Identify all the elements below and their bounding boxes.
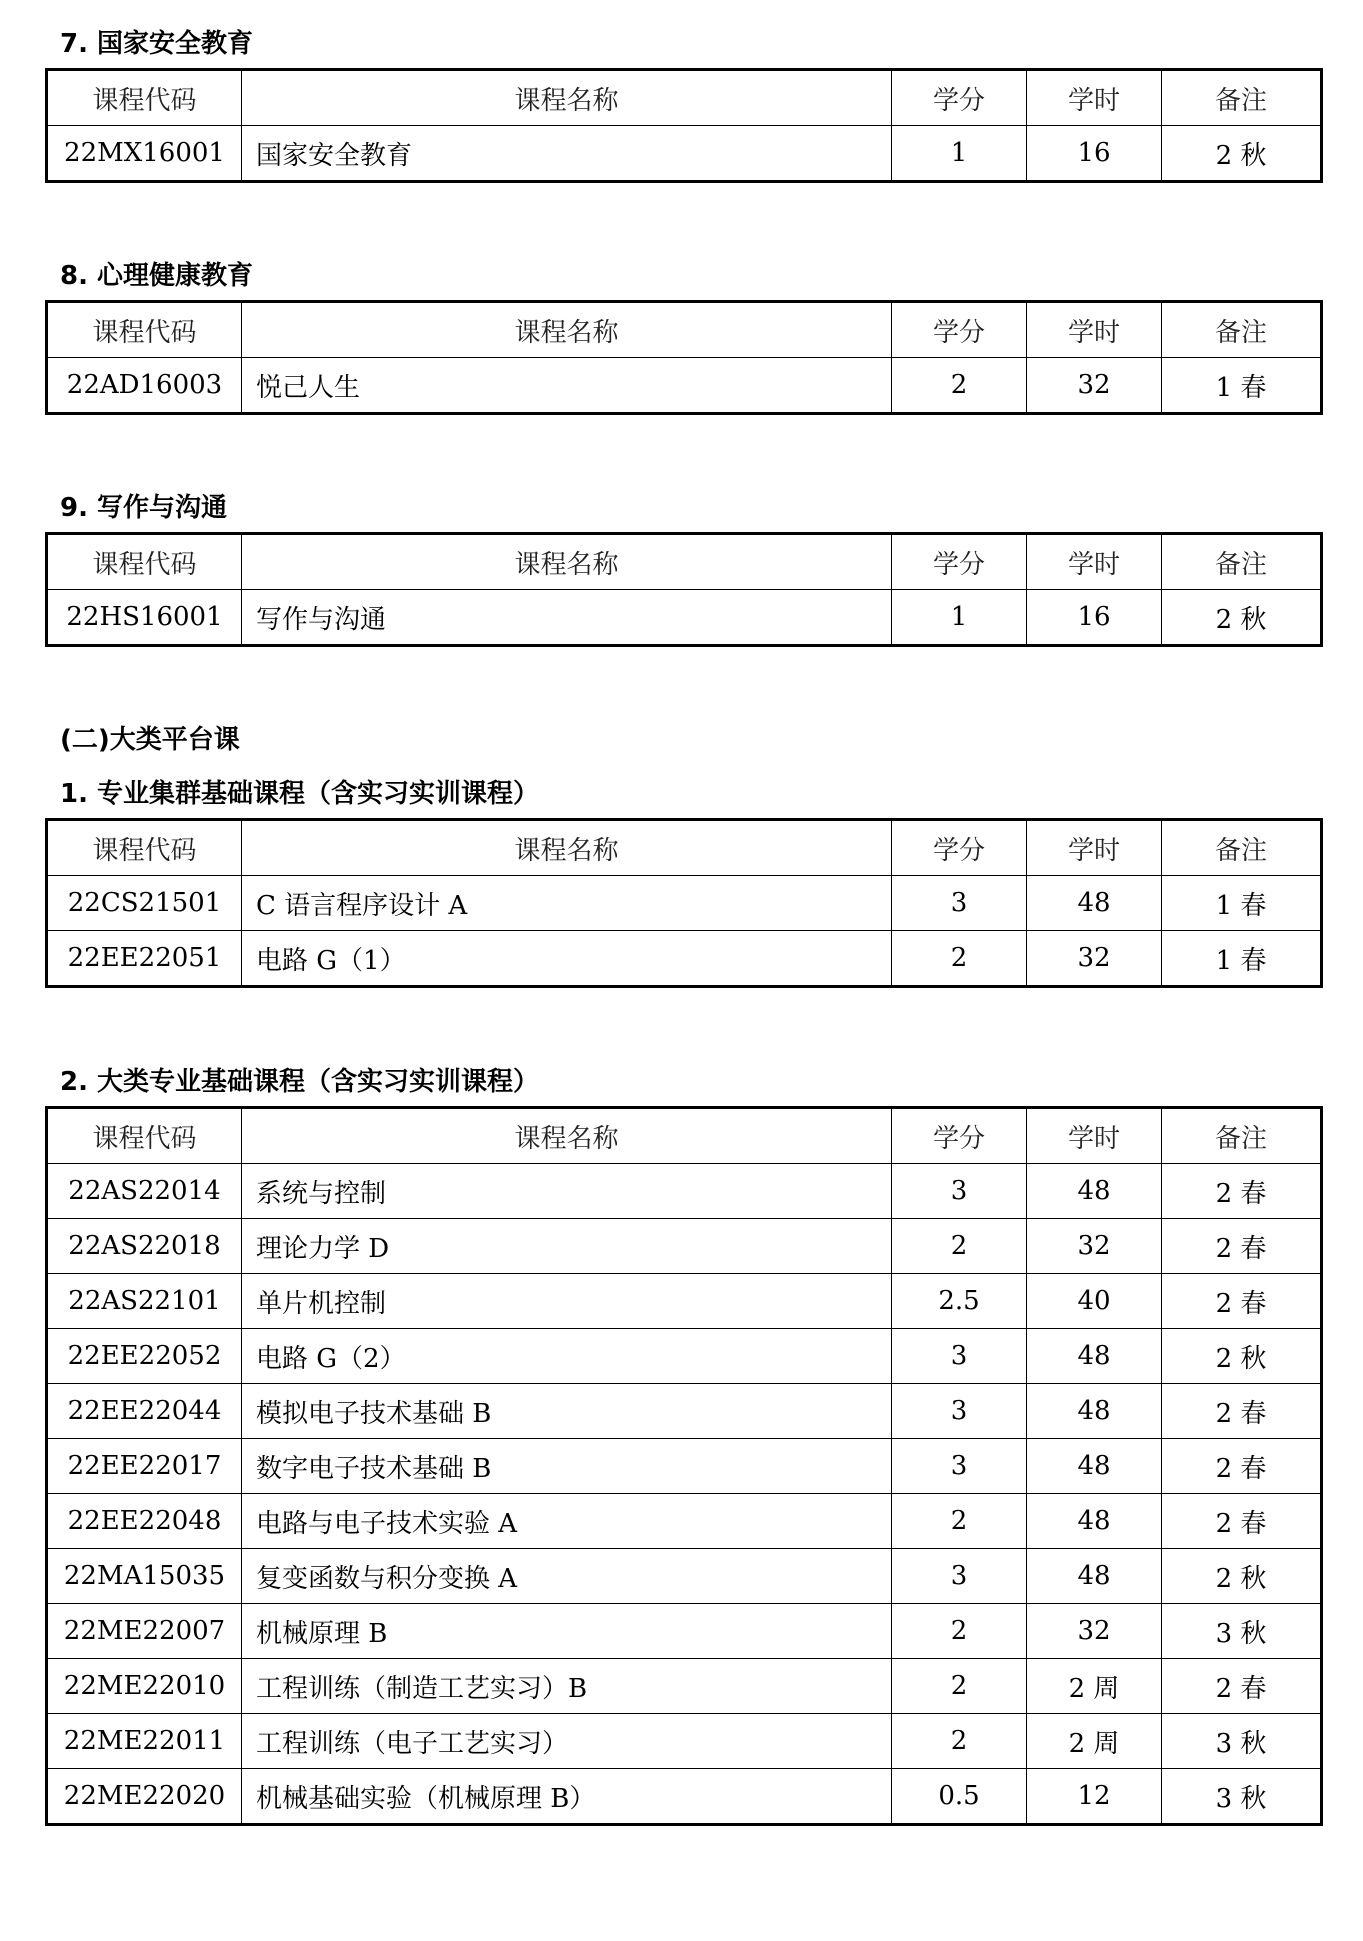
header-credit: 学分 bbox=[892, 70, 1027, 126]
header-code: 课程代码 bbox=[47, 1108, 242, 1164]
cell-note: 2 秋 bbox=[1162, 126, 1322, 182]
header-name: 课程名称 bbox=[242, 70, 892, 126]
cell-hours: 48 bbox=[1027, 1384, 1162, 1439]
header-credit: 学分 bbox=[892, 820, 1027, 876]
table-row bbox=[47, 1219, 1322, 1274]
cell-hours: 48 bbox=[1027, 1164, 1162, 1219]
cell-hours: 32 bbox=[1027, 931, 1162, 987]
table-row bbox=[47, 1659, 1322, 1714]
cell-credit: 2 bbox=[892, 1494, 1027, 1549]
cell-code: 22EE22044 bbox=[47, 1384, 242, 1439]
cell-code: 22MX16001 bbox=[47, 126, 242, 182]
header-hours: 学时 bbox=[1027, 820, 1162, 876]
cell-name: 机械原理 B bbox=[242, 1604, 892, 1659]
cell-note: 1 春 bbox=[1162, 876, 1322, 931]
table-header-row bbox=[47, 1108, 1322, 1164]
table-row bbox=[47, 1714, 1322, 1769]
cell-hours: 32 bbox=[1027, 1219, 1162, 1274]
header-note: 备注 bbox=[1162, 302, 1322, 358]
cell-name: 国家安全教育 bbox=[242, 126, 892, 182]
cell-note: 2 秋 bbox=[1162, 590, 1322, 646]
cell-credit: 0.5 bbox=[892, 1769, 1027, 1825]
cell-name: 数字电子技术基础 B bbox=[242, 1439, 892, 1494]
cell-hours: 48 bbox=[1027, 1439, 1162, 1494]
cell-note: 1 春 bbox=[1162, 358, 1322, 414]
cell-name: 电路 G（1） bbox=[242, 931, 892, 987]
table-header-row bbox=[47, 302, 1322, 358]
cell-credit: 3 bbox=[892, 876, 1027, 931]
cell-hours: 40 bbox=[1027, 1274, 1162, 1329]
cell-code: 22CS21501 bbox=[47, 876, 242, 931]
table-row bbox=[47, 1604, 1322, 1659]
course-table-major-foundation bbox=[45, 1106, 1323, 1826]
header-code: 课程代码 bbox=[47, 70, 242, 126]
header-credit: 学分 bbox=[892, 534, 1027, 590]
table-row bbox=[47, 1549, 1322, 1604]
header-note: 备注 bbox=[1162, 820, 1322, 876]
cell-code: 22EE22017 bbox=[47, 1439, 242, 1494]
cell-name: 单片机控制 bbox=[242, 1274, 892, 1329]
header-code: 课程代码 bbox=[47, 302, 242, 358]
course-table-writing bbox=[45, 532, 1323, 647]
cell-note: 3 秋 bbox=[1162, 1769, 1322, 1825]
cell-credit: 2 bbox=[892, 358, 1027, 414]
header-credit: 学分 bbox=[892, 1108, 1027, 1164]
cell-code: 22ME22007 bbox=[47, 1604, 242, 1659]
header-note: 备注 bbox=[1162, 534, 1322, 590]
table-row bbox=[47, 1769, 1322, 1825]
part-title-platform-courses: (二)大类平台课 bbox=[60, 725, 240, 755]
cell-name: 机械基础实验（机械原理 B） bbox=[242, 1769, 892, 1825]
header-code: 课程代码 bbox=[47, 534, 242, 590]
cell-note: 2 春 bbox=[1162, 1494, 1322, 1549]
cell-hours: 48 bbox=[1027, 1329, 1162, 1384]
table-row bbox=[47, 126, 1322, 182]
header-note: 备注 bbox=[1162, 70, 1322, 126]
table-row bbox=[47, 1384, 1322, 1439]
table-row bbox=[47, 931, 1322, 987]
table-row bbox=[47, 1274, 1322, 1329]
cell-hours: 48 bbox=[1027, 1494, 1162, 1549]
cell-name: 悦己人生 bbox=[242, 358, 892, 414]
cell-credit: 2 bbox=[892, 1604, 1027, 1659]
cell-note: 2 春 bbox=[1162, 1274, 1322, 1329]
cell-code: 22AD16003 bbox=[47, 358, 242, 414]
table-row bbox=[47, 1329, 1322, 1384]
section-title-national-security: 7. 国家安全教育 bbox=[60, 29, 254, 59]
cell-name: 工程训练（制造工艺实习）B bbox=[242, 1659, 892, 1714]
cell-note: 3 秋 bbox=[1162, 1714, 1322, 1769]
cell-name: 工程训练（电子工艺实习） bbox=[242, 1714, 892, 1769]
section-title-writing: 9. 写作与沟通 bbox=[60, 493, 228, 523]
cell-code: 22AS22014 bbox=[47, 1164, 242, 1219]
table-row bbox=[47, 876, 1322, 931]
table-row bbox=[47, 358, 1322, 414]
cell-note: 2 春 bbox=[1162, 1384, 1322, 1439]
cell-note: 1 春 bbox=[1162, 931, 1322, 987]
table-header-row bbox=[47, 534, 1322, 590]
header-name: 课程名称 bbox=[242, 820, 892, 876]
cell-note: 2 春 bbox=[1162, 1659, 1322, 1714]
cell-credit: 3 bbox=[892, 1439, 1027, 1494]
cell-hours: 16 bbox=[1027, 126, 1162, 182]
cell-code: 22ME22010 bbox=[47, 1659, 242, 1714]
cell-code: 22HS16001 bbox=[47, 590, 242, 646]
cell-hours: 12 bbox=[1027, 1769, 1162, 1825]
section-title-mental-health: 8. 心理健康教育 bbox=[60, 261, 254, 291]
cell-code: 22ME22020 bbox=[47, 1769, 242, 1825]
cell-name: 系统与控制 bbox=[242, 1164, 892, 1219]
cell-code: 22EE22052 bbox=[47, 1329, 242, 1384]
cell-credit: 3 bbox=[892, 1384, 1027, 1439]
section-title-cluster-foundation: 1. 专业集群基础课程（含实习实训课程） bbox=[60, 779, 540, 809]
cell-credit: 2 bbox=[892, 1714, 1027, 1769]
header-hours: 学时 bbox=[1027, 70, 1162, 126]
cell-code: 22EE22051 bbox=[47, 931, 242, 987]
cell-credit: 3 bbox=[892, 1329, 1027, 1384]
cell-name: 写作与沟通 bbox=[242, 590, 892, 646]
cell-hours: 2 周 bbox=[1027, 1714, 1162, 1769]
cell-note: 3 秋 bbox=[1162, 1604, 1322, 1659]
cell-credit: 1 bbox=[892, 126, 1027, 182]
cell-note: 2 春 bbox=[1162, 1164, 1322, 1219]
header-note: 备注 bbox=[1162, 1108, 1322, 1164]
section-title-major-foundation: 2. 大类专业基础课程（含实习实训课程） bbox=[60, 1067, 540, 1097]
cell-hours: 2 周 bbox=[1027, 1659, 1162, 1714]
cell-code: 22EE22048 bbox=[47, 1494, 242, 1549]
header-name: 课程名称 bbox=[242, 1108, 892, 1164]
cell-name: 理论力学 D bbox=[242, 1219, 892, 1274]
cell-credit: 3 bbox=[892, 1164, 1027, 1219]
table-row bbox=[47, 1494, 1322, 1549]
table-row bbox=[47, 1164, 1322, 1219]
cell-credit: 2 bbox=[892, 1659, 1027, 1714]
cell-credit: 2 bbox=[892, 1219, 1027, 1274]
header-hours: 学时 bbox=[1027, 534, 1162, 590]
table-header-row bbox=[47, 820, 1322, 876]
cell-code: 22AS22018 bbox=[47, 1219, 242, 1274]
cell-credit: 3 bbox=[892, 1549, 1027, 1604]
cell-note: 2 春 bbox=[1162, 1219, 1322, 1274]
cell-hours: 32 bbox=[1027, 1604, 1162, 1659]
table-row bbox=[47, 590, 1322, 646]
cell-note: 2 春 bbox=[1162, 1439, 1322, 1494]
cell-hours: 48 bbox=[1027, 876, 1162, 931]
cell-name: 模拟电子技术基础 B bbox=[242, 1384, 892, 1439]
course-table-national-security bbox=[45, 68, 1323, 183]
header-name: 课程名称 bbox=[242, 534, 892, 590]
header-code: 课程代码 bbox=[47, 820, 242, 876]
cell-name: 复变函数与积分变换 A bbox=[242, 1549, 892, 1604]
cell-name: C 语言程序设计 A bbox=[242, 876, 892, 931]
cell-hours: 16 bbox=[1027, 590, 1162, 646]
header-hours: 学时 bbox=[1027, 1108, 1162, 1164]
cell-name: 电路与电子技术实验 A bbox=[242, 1494, 892, 1549]
cell-note: 2 秋 bbox=[1162, 1549, 1322, 1604]
cell-code: 22ME22011 bbox=[47, 1714, 242, 1769]
cell-credit: 1 bbox=[892, 590, 1027, 646]
cell-hours: 48 bbox=[1027, 1549, 1162, 1604]
cell-credit: 2 bbox=[892, 931, 1027, 987]
cell-hours: 32 bbox=[1027, 358, 1162, 414]
cell-code: 22MA15035 bbox=[47, 1549, 242, 1604]
cell-name: 电路 G（2） bbox=[242, 1329, 892, 1384]
header-credit: 学分 bbox=[892, 302, 1027, 358]
cell-credit: 2.5 bbox=[892, 1274, 1027, 1329]
header-hours: 学时 bbox=[1027, 302, 1162, 358]
table-row bbox=[47, 1439, 1322, 1494]
course-table-mental-health bbox=[45, 300, 1323, 415]
course-table-cluster-foundation bbox=[45, 818, 1323, 988]
cell-note: 2 秋 bbox=[1162, 1329, 1322, 1384]
cell-code: 22AS22101 bbox=[47, 1274, 242, 1329]
header-name: 课程名称 bbox=[242, 302, 892, 358]
table-header-row bbox=[47, 70, 1322, 126]
